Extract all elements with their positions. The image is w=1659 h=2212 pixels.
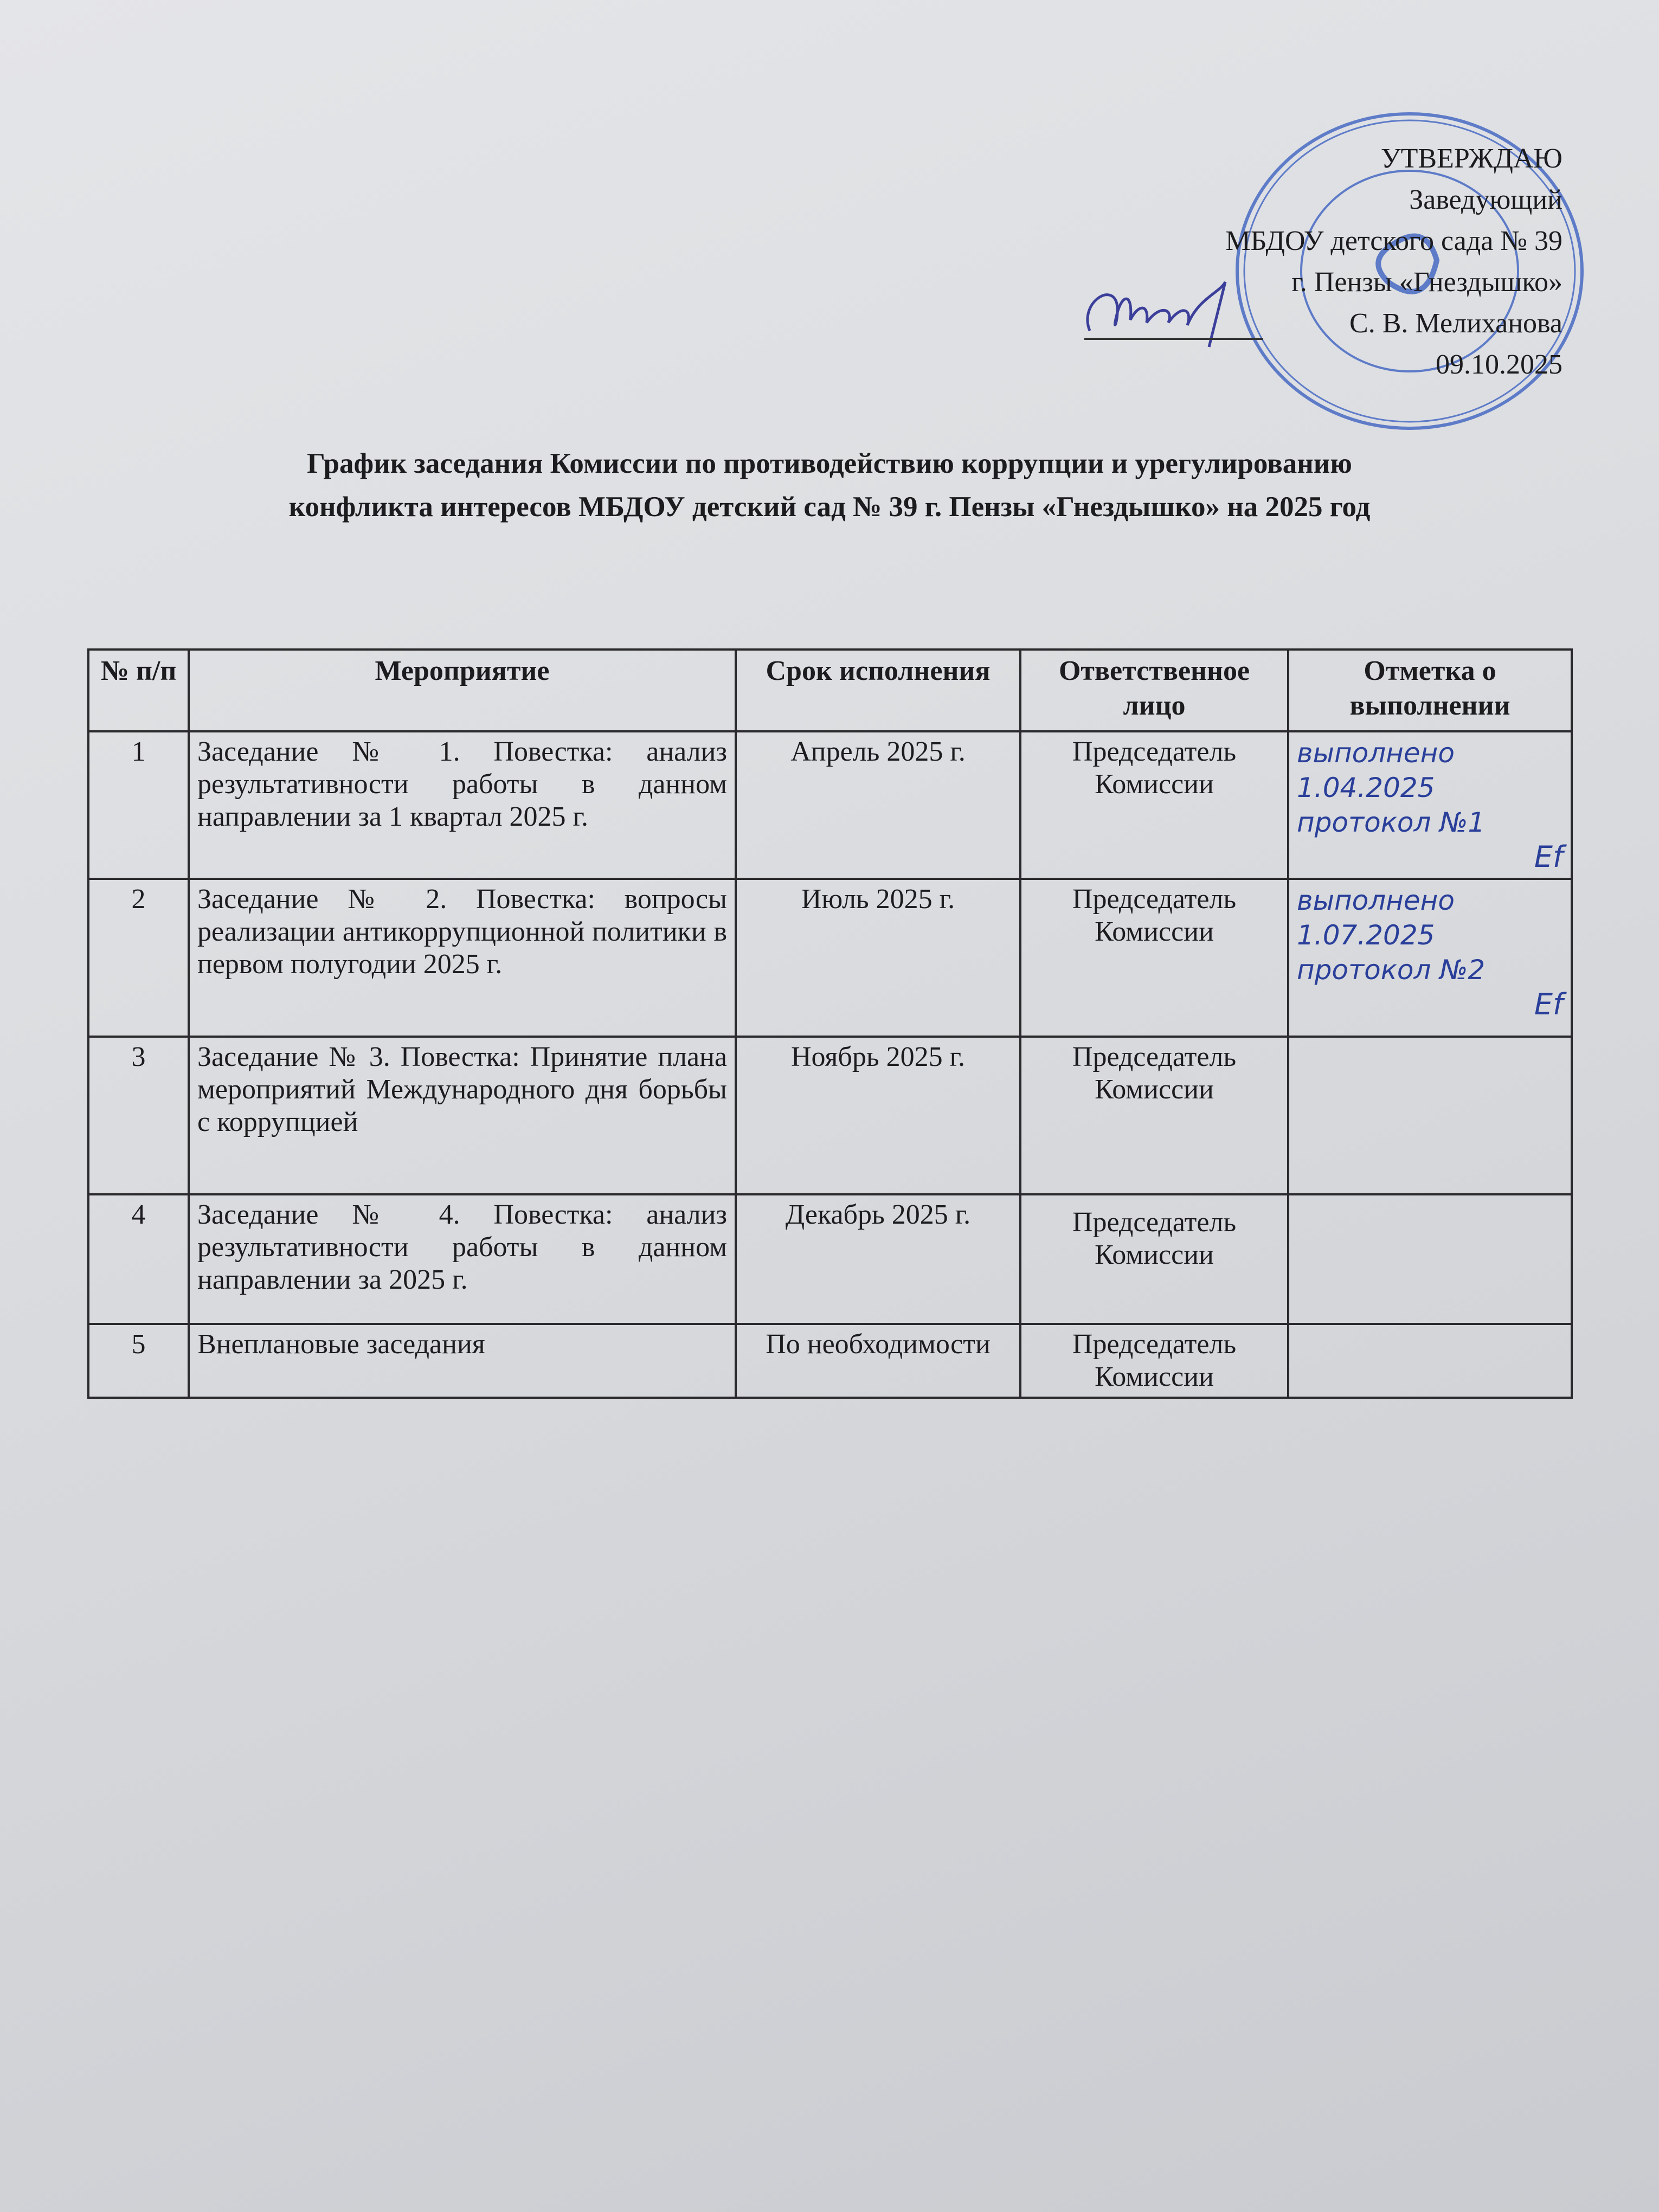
- approver-org-line2: г. Пензы «Гнездышко»: [1291, 267, 1562, 298]
- row-responsible: Председатель Комиссии: [1020, 1194, 1288, 1324]
- row-event: Заседание № 1. Повестка: анализ результативности работы в данном направлении за 1 квартал 2025 г.: [189, 731, 736, 879]
- row-num: 3: [88, 1037, 189, 1194]
- note-line: выполнено: [1297, 737, 1455, 769]
- approval-block: [1225, 138, 1562, 385]
- note-line: 1.04.2025: [1297, 772, 1435, 803]
- handwritten-note: [1297, 883, 1563, 1022]
- note-line: выполнено: [1297, 885, 1455, 916]
- note-line: протокол №2: [1297, 954, 1486, 986]
- note-line: протокол №1: [1297, 807, 1486, 838]
- row-deadline: Июль 2025 г.: [736, 879, 1020, 1037]
- row-deadline: По необходимости: [736, 1324, 1020, 1398]
- table-row: [88, 1324, 1572, 1398]
- title-line: График заседания Комиссии по противодействию коррупции и урегулированию: [307, 448, 1352, 479]
- handwritten-note: [1297, 736, 1563, 874]
- approval-date: 09.10.2025: [1436, 349, 1562, 380]
- row-mark: [1288, 1037, 1572, 1194]
- row-mark: [1288, 879, 1572, 1037]
- row-mark: [1288, 1324, 1572, 1398]
- signature: [1079, 271, 1263, 352]
- row-responsible: Председатель Комиссии: [1020, 1037, 1288, 1194]
- approval-heading: УТВЕРЖДАЮ: [1380, 143, 1562, 174]
- row-event: Заседание № 4. Повестка: анализ результативности работы в данном направлении за 2025 г.: [189, 1194, 736, 1324]
- row-responsible: Председатель Комиссии: [1020, 879, 1288, 1037]
- row-mark: [1288, 1194, 1572, 1324]
- row-mark: [1288, 731, 1572, 879]
- header-num: № п/п: [88, 650, 189, 731]
- row-num: 1: [88, 731, 189, 879]
- row-event: Заседание № 3. Повестка: Принятие плана мероприятий Международного дня борьбы с коррупцией: [189, 1037, 736, 1194]
- header-responsible: Ответственное лицо: [1020, 650, 1288, 731]
- note-initials: Ef: [1534, 987, 1563, 1021]
- approver-org-line1: МБДОУ детского сада № 39: [1225, 226, 1562, 256]
- row-deadline: Декабрь 2025 г.: [736, 1194, 1020, 1324]
- row-responsible: Председатель Комиссии: [1020, 731, 1288, 879]
- header-deadline: Срок исполнения: [736, 650, 1020, 731]
- table-row: [88, 1194, 1572, 1324]
- note-line: 1.07.2025: [1297, 919, 1435, 951]
- table-row: [88, 879, 1572, 1037]
- row-responsible: Председатель Комиссии: [1020, 1324, 1288, 1398]
- schedule-table: [87, 648, 1573, 1399]
- title-line: конфликта интересов МБДОУ детский сад № 39 г. Пензы «Гнездышко» на 2025 год: [288, 491, 1371, 523]
- row-num: 5: [88, 1324, 189, 1398]
- approver-position: Заведующий: [1409, 184, 1562, 215]
- approver-name: С. В. Мелиханова: [1349, 308, 1562, 339]
- row-num: 4: [88, 1194, 189, 1324]
- row-deadline: Апрель 2025 г.: [736, 731, 1020, 879]
- row-event: Внеплановые заседания: [189, 1324, 736, 1398]
- table-row: [88, 731, 1572, 879]
- row-deadline: Ноябрь 2025 г.: [736, 1037, 1020, 1194]
- note-initials: Ef: [1534, 840, 1563, 874]
- header-mark: Отметка о выполнении: [1288, 650, 1572, 731]
- header-event: Мероприятие: [189, 650, 736, 731]
- row-event: Заседание № 2. Повестка: вопросы реализации антикоррупционной политики в первом полугодии 2025 г.: [189, 879, 736, 1037]
- document-title: [0, 442, 1659, 529]
- table-row: [88, 1037, 1572, 1194]
- table-header-row: [88, 650, 1572, 731]
- row-num: 2: [88, 879, 189, 1037]
